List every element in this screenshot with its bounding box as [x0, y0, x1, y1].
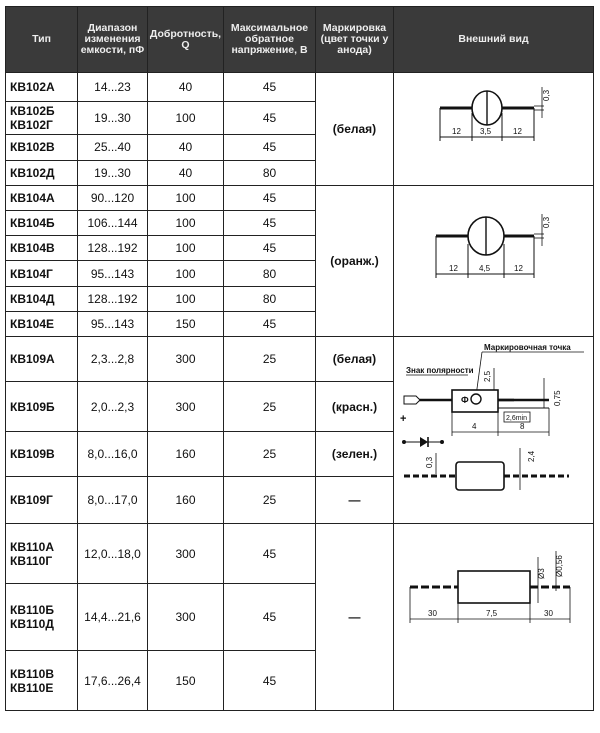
voltage-cell: 80	[224, 261, 316, 286]
voltage-cell: 45	[224, 101, 316, 135]
q-cell: 300	[148, 337, 224, 382]
q-cell: 150	[148, 311, 224, 336]
type-cell: КВ102Б КВ102Г	[6, 101, 78, 135]
capacitance-cell: 12,0...18,0	[78, 524, 148, 584]
dim-lead: 0,3	[542, 89, 551, 101]
capacitance-cell: 95...143	[78, 261, 148, 286]
plus-label: +	[400, 413, 407, 425]
voltage-cell: 45	[224, 651, 316, 711]
dim-d6: 0,3	[425, 456, 434, 468]
dim-left: 12	[449, 264, 458, 273]
header-type: Тип	[6, 7, 78, 73]
marking-cell: (белая)	[316, 337, 394, 382]
varicap-table	[5, 6, 594, 711]
dim-mid: 7,5	[486, 609, 498, 618]
dim-left: 12	[452, 127, 461, 136]
marking-cell: (красн.)	[316, 382, 394, 432]
dim-d5: 8	[520, 422, 525, 431]
capacitance-cell: 8,0...17,0	[78, 477, 148, 524]
type-cell: КВ104А	[6, 186, 78, 211]
type-cell: КВ104Г	[6, 261, 78, 286]
voltage-cell: 45	[224, 73, 316, 102]
kv102-drawing	[394, 73, 594, 186]
kv102-outline-svg	[394, 73, 592, 185]
dim-mid: 4,5	[479, 264, 491, 273]
q-cell: 300	[148, 382, 224, 432]
voltage-cell: 45	[224, 211, 316, 236]
voltage-cell: 80	[224, 286, 316, 311]
table-row	[6, 337, 594, 382]
type-cell: КВ109А	[6, 337, 78, 382]
capacitance-cell: 8,0...16,0	[78, 432, 148, 477]
capacitance-cell: 17,6...26,4	[78, 651, 148, 711]
table-row	[6, 186, 594, 211]
dim-d2: 0,75	[553, 390, 562, 406]
type-cell: КВ104В	[6, 236, 78, 261]
capacitance-cell: 25...40	[78, 135, 148, 160]
table-row	[6, 524, 594, 584]
dim-right: 12	[513, 127, 522, 136]
voltage-cell: 45	[224, 236, 316, 261]
voltage-cell: 25	[224, 432, 316, 477]
type-cell: КВ109В	[6, 432, 78, 477]
marking-cell: —	[316, 524, 394, 711]
type-cell: КВ110В КВ110Е	[6, 651, 78, 711]
kv110-outline-svg	[394, 527, 592, 707]
capacitance-cell: 95...143	[78, 311, 148, 336]
kv104-drawing	[394, 186, 594, 337]
q-cell: 300	[148, 584, 224, 651]
dim-d7: 2,4	[527, 450, 536, 462]
q-cell: 40	[148, 73, 224, 102]
marking-cell: (оранж.)	[316, 186, 394, 337]
q-cell: 40	[148, 160, 224, 185]
type-cell: КВ109Г	[6, 477, 78, 524]
header-marking: Маркировка (цвет точки у анода)	[316, 7, 394, 73]
header-capacitance: Диапазон изменения емкости, пФ	[78, 7, 148, 73]
type-cell: КВ102В	[6, 135, 78, 160]
voltage-cell: 45	[224, 135, 316, 160]
kv109-outline-svg	[394, 338, 592, 522]
capacitance-cell: 14...23	[78, 73, 148, 102]
dim-d3: 2,6min	[506, 415, 528, 422]
dim-left: 30	[428, 609, 437, 618]
q-cell: 100	[148, 211, 224, 236]
q-cell: 100	[148, 286, 224, 311]
header-appearance: Внешний вид	[394, 7, 594, 73]
kv109-drawing	[394, 337, 594, 524]
dim-d2: Ø0,56	[555, 555, 564, 577]
type-cell: КВ102Д	[6, 160, 78, 185]
table-row	[6, 73, 594, 102]
marking-cell: —	[316, 477, 394, 524]
type-cell: КВ110Б КВ110Д	[6, 584, 78, 651]
capacitance-cell: 2,3...2,8	[78, 337, 148, 382]
capacitance-cell: 19...30	[78, 160, 148, 185]
capacitance-cell: 2,0...2,3	[78, 382, 148, 432]
dim-right: 12	[514, 264, 523, 273]
dim-d1: Ø3	[537, 568, 546, 579]
dim-d4: 4	[472, 422, 477, 431]
capacitance-cell: 90...120	[78, 186, 148, 211]
type-cell: КВ104Е	[6, 311, 78, 336]
voltage-cell: 25	[224, 382, 316, 432]
q-cell: 100	[148, 186, 224, 211]
voltage-cell: 25	[224, 477, 316, 524]
voltage-cell: 45	[224, 186, 316, 211]
marking-cell: (зелен.)	[316, 432, 394, 477]
capacitance-cell: 128...192	[78, 286, 148, 311]
capacitance-cell: 14,4...21,6	[78, 584, 148, 651]
q-cell: 150	[148, 651, 224, 711]
q-cell: 300	[148, 524, 224, 584]
voltage-cell: 45	[224, 311, 316, 336]
marking-cell: (белая)	[316, 73, 394, 186]
dim-mid: 3,5	[480, 127, 492, 136]
dim-lead: 0,3	[542, 216, 551, 228]
dim-d1: 2,5	[483, 370, 492, 382]
type-cell: КВ104Д	[6, 286, 78, 311]
type-cell: КВ110А КВ110Г	[6, 524, 78, 584]
capacitance-cell: 106...144	[78, 211, 148, 236]
voltage-cell: 45	[224, 524, 316, 584]
type-cell: КВ109Б	[6, 382, 78, 432]
header-row	[6, 7, 594, 73]
voltage-cell: 25	[224, 337, 316, 382]
kv110-drawing	[394, 524, 594, 711]
polarity-label: Знак полярности	[406, 366, 474, 375]
dim-right: 30	[544, 609, 553, 618]
type-cell: КВ104Б	[6, 211, 78, 236]
q-cell: 160	[148, 477, 224, 524]
header-voltage: Максимальное обратное напряжение, В	[224, 7, 316, 73]
capacitance-cell: 19...30	[78, 101, 148, 135]
voltage-cell: 45	[224, 584, 316, 651]
q-cell: 100	[148, 236, 224, 261]
diode-table-container	[5, 6, 593, 728]
q-cell: 100	[148, 261, 224, 286]
type-cell: КВ102А	[6, 73, 78, 102]
mark-dot-label: Маркировочная точка	[484, 343, 571, 352]
header-q: Добротность, Q	[148, 7, 224, 73]
svg-text:Ф: Ф	[461, 395, 469, 405]
q-cell: 160	[148, 432, 224, 477]
kv104-outline-svg	[394, 186, 592, 336]
q-cell: 40	[148, 135, 224, 160]
voltage-cell: 80	[224, 160, 316, 185]
q-cell: 100	[148, 101, 224, 135]
capacitance-cell: 128...192	[78, 236, 148, 261]
